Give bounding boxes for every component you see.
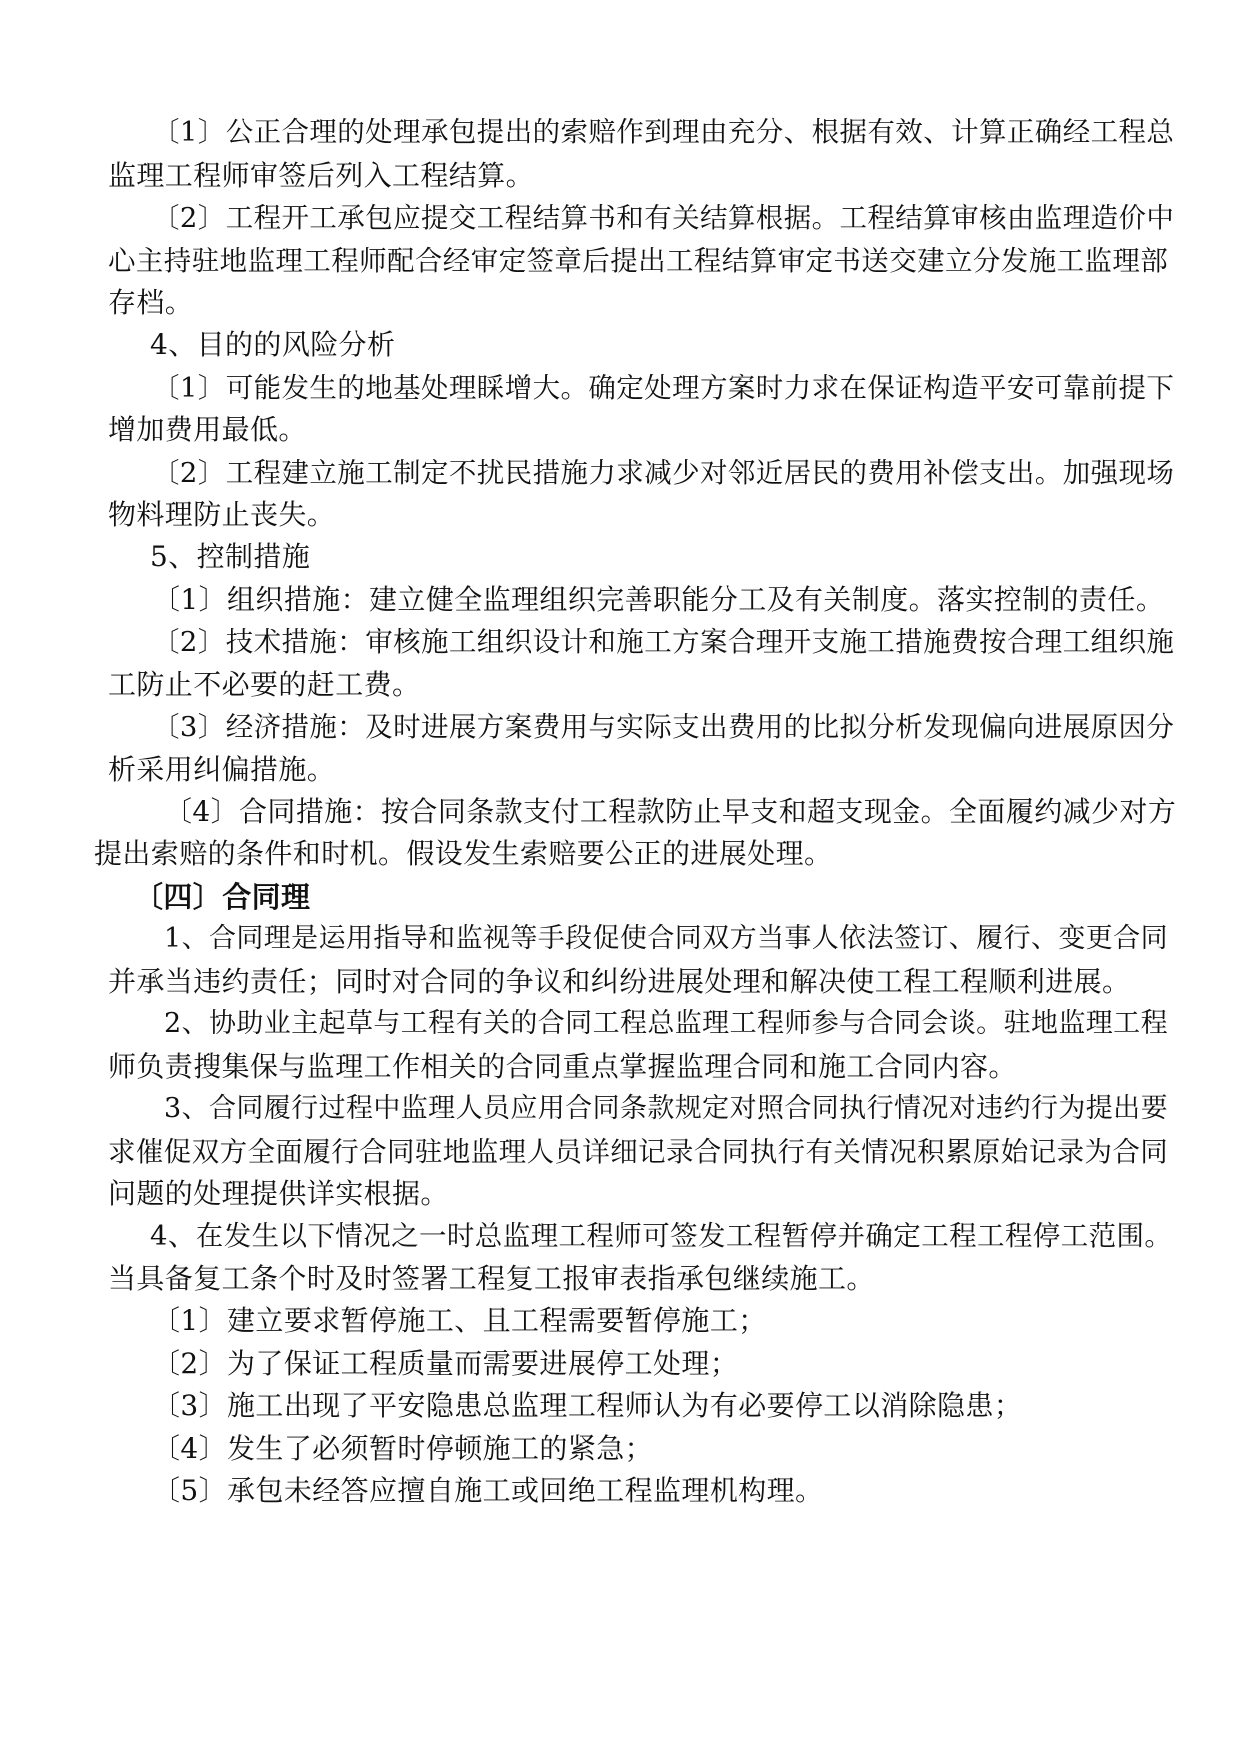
paragraph-line: 〔4〕发生了必须暂时停顿施工的紧急； [152,1432,654,1465]
paragraph-line: 〔3〕施工出现了平安隐患总监理工程师认为有必要停工以消除隐患； [152,1389,1023,1422]
section-line: 5、控制措施 [150,540,311,573]
paragraph-line: 监理工程师审签后列入工程结算。 [108,159,535,192]
paragraph-line: 问题的处理提供详实根据。 [108,1177,449,1210]
paragraph-line: 提出索赔的条件和时机。假设发生索赔要公正的进展处理。 [94,837,833,870]
paragraph-line: 4、在发生以下情况之一时总监理工程师可签发工程暂停并确定工程工程停工范围。 [150,1220,1173,1252]
paragraph-line: 增加费用最低。 [108,413,307,446]
paragraph-line: 物料理防止丧失。 [108,498,336,531]
paragraph-line: 工防止不必要的赶工费。 [108,668,421,701]
paragraph-line: 析采用纠偏措施。 [108,753,336,786]
paragraph-line: 〔2〕为了保证工程质量而需要进展停工处理； [152,1347,739,1380]
paragraph-line: 〔5〕承包未经答应擅自施工或回绝工程监理机构理。 [152,1474,824,1507]
paragraph-line: 并承当违约责任；同时对合同的争议和纠纷进展处理和解决使工程工程顺利进展。 [108,965,1131,998]
paragraph-line: 存档。 [108,286,194,319]
paragraph-line: 〔3〕经济措施：及时进展方案费用与实际支出费用的比拟分析发现偏向进展原因分 [152,711,1175,743]
paragraph-line: 心主持驻地监理工程师配合经审定签章后提出工程结算审定书送交建立分发施工监理部 [108,245,1169,277]
paragraph-line: 〔2〕工程建立施工制定不扰民措施力求减少对邻近居民的费用补偿支出。加强现场 [152,457,1175,489]
section-line: 4、目的的风险分析 [150,328,396,361]
paragraph-line: 1、合同理是运用指导和监视等手段促使合同双方当事人依法签订、履行、变更合同 [164,923,1168,954]
paragraph-line: 〔2〕工程开工承包应提交工程结算书和有关结算根据。工程结算审核由监理造价中 [152,202,1175,234]
paragraph-line: 〔4〕合同措施：按合同条款支付工程款防止早支和超支现金。全面履约减少对方 [164,795,1177,828]
section-heading: 〔四〕合同理 [134,880,311,914]
paragraph-line: 〔1〕建立要求暂停施工、且工程需要暂停施工； [152,1304,767,1337]
paragraph-line: 2、协助业主起草与工程有关的合同工程总监理工程师参与合同会谈。驻地监理工程 [164,1008,1168,1039]
paragraph-line: 〔1〕组织措施：建立健全监理组织完善职能分工及有关制度。落实控制的责任。 [152,583,1165,616]
paragraph-line: 当具备复工条个时及时签署工程复工报审表指承包继续施工。 [108,1262,875,1295]
paragraph-line: 〔2〕技术措施：审核施工组织设计和施工方案合理开支施工措施费按合理工组织施 [152,626,1175,658]
paragraph-line: 求催促双方全面履行合同驻地监理人员详细记录合同执行有关情况积累原始记录为合同 [108,1136,1169,1168]
paragraph-line: 〔1〕公正合理的处理承包提出的索赔作到理由充分、根据有效、计算正确经工程总 [152,116,1175,148]
paragraph-line: 师负责搜集保与监理工作相关的合同重点掌握监理合同和施工合同内容。 [108,1050,1017,1083]
paragraph-line: 3、合同履行过程中监理人员应用合同条款规定对照合同执行情况对违约行为提出要 [164,1093,1168,1124]
paragraph-line: 〔1〕可能发生的地基处理睬增大。确定处理方案时力求在保证构造平安可靠前提下 [152,372,1175,404]
